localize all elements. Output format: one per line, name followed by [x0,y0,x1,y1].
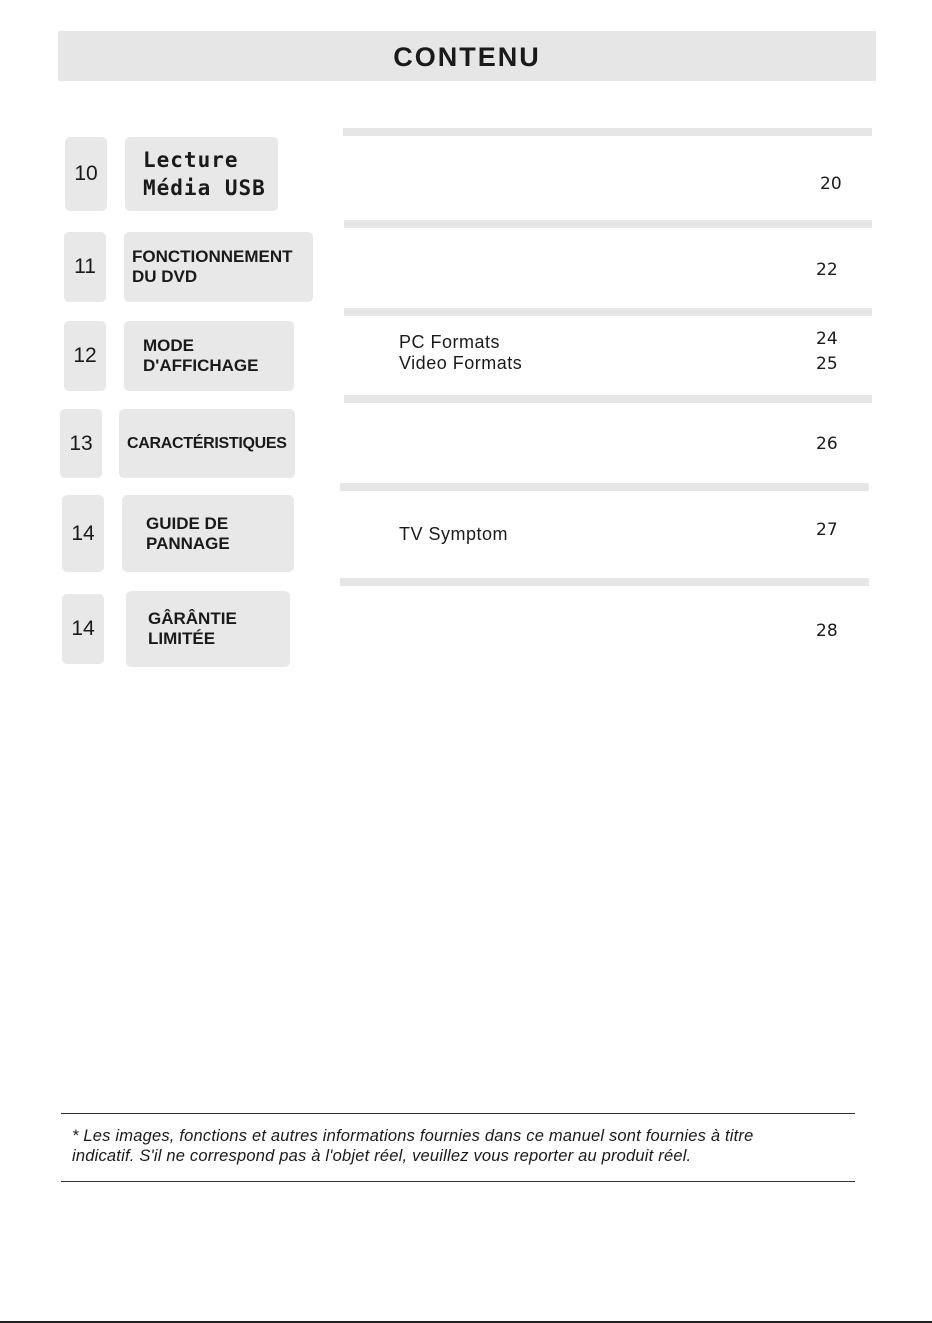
section-number-10: 10 [65,137,107,211]
section-label-limited-warranty [126,591,290,667]
section-label-line: CARACTÉRISTIQUES [127,434,287,452]
section-number-12: 12 [64,321,106,391]
footnote-bottom-rule [61,1181,855,1182]
section-label-line: D'AFFICHAGE [143,356,259,375]
section-label-line: GÂRÂNTIE [148,609,237,628]
page-number: 24 [816,329,838,349]
footnote-line: indicatif. S'il ne correspond pas à l'objet réel, veuillez vous reporter au produit réel. [72,1147,692,1165]
section-divider-bar [340,483,869,491]
section-number-11: 11 [64,232,106,302]
footnote [72,1126,862,1166]
page-number: 22 [816,260,838,280]
section-label-troubleshooting [122,495,294,572]
toc-entry-video-formats: Video Formats [399,353,523,373]
section-label-line: Média USB [143,176,266,200]
section-label-line: PANNAGE [146,533,230,553]
section-label-usb-media [125,137,278,211]
page-number: 27 [816,520,838,540]
section-divider-bar [344,308,872,316]
page-title: CONTENU [393,41,541,72]
section-label-dvd-operation [124,232,313,302]
header-band [58,31,876,81]
footnote-top-rule [61,1113,855,1114]
section-number-13: 13 [60,409,102,478]
section-label-line: DU DVD [132,267,198,286]
section-label-display-mode [124,321,294,391]
section-label-line: MODE [143,336,194,355]
page-number: 28 [816,621,838,641]
footnote-line: * Les images, fonctions et autres informations fournies dans ce manuel sont fournies à titre [72,1127,754,1145]
section-label-line: FONCTIONNEMENT [132,247,293,266]
toc-entry-pc-formats: PC Formats [399,332,501,352]
page-number: 26 [816,434,838,454]
section-label-specifications [119,409,295,478]
toc-entry-tv-symptom: TV Symptom [399,524,509,544]
section-divider-bar [340,578,869,586]
page-number: 25 [816,354,838,374]
section-divider-bar [344,220,872,228]
section-label-line: GUIDE DE [146,513,229,533]
page-number: 20 [820,174,842,194]
section-label-line: Lecture [143,148,239,172]
section-number-14-warranty: 14 [62,594,104,664]
section-divider-bar [343,128,872,136]
section-number-14: 14 [62,495,104,572]
section-label-line: LIMITÉE [148,629,216,648]
section-divider-bar [344,395,872,403]
